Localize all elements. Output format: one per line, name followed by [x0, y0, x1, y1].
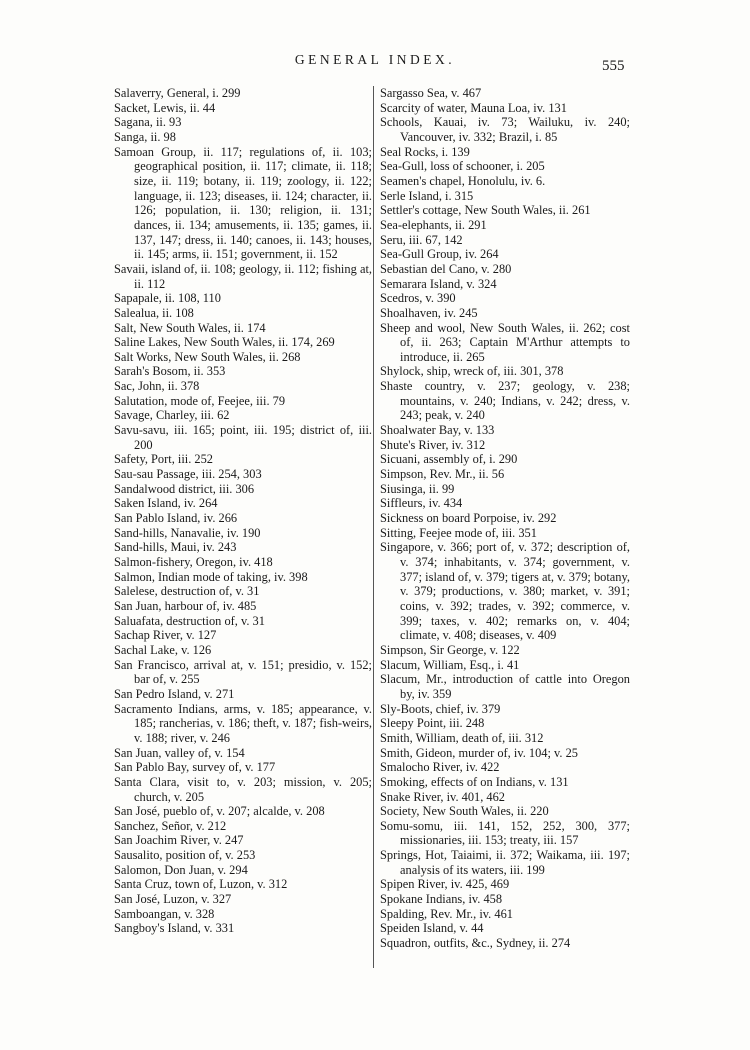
index-entry: Sangboy's Island, v. 331: [114, 921, 235, 936]
index-entry: Sitting, Feejee mode of, iii. 351: [380, 525, 537, 540]
index-entry: Salaverry, General, i. 299: [114, 86, 241, 100]
index-entry: Shute's River, iv. 312: [380, 437, 486, 452]
index-entry: Seal Rocks, i. 139: [380, 144, 470, 159]
index-entry: Salomon, Don Juan, v. 294: [114, 862, 248, 877]
index-entry: Salt Works, New South Wales, ii. 268: [114, 349, 301, 364]
index-entry: San Juan, harbour of, iv. 485: [114, 598, 257, 613]
index-entry: Salmon-fishery, Oregon, iv. 418: [114, 555, 273, 569]
index-entry: Slacum, William, Esq., i. 41: [380, 657, 520, 672]
index-entry: Salutation, mode of, Feejee, iii. 79: [114, 393, 286, 408]
index-entry: Sacket, Lewis, ii. 44: [114, 100, 216, 115]
index-entry: Sebastian del Cano, v. 280: [380, 261, 512, 276]
index-entry: Somu-somu, iii. 141, 152, 252, 300, 377; missionaries, iii. 153; treaty, iii. 157: [380, 818, 630, 848]
index-entry: Sau-sau Passage, iii. 254, 303: [114, 467, 262, 482]
index-entry: Sanchez, Señor, v. 212: [114, 818, 227, 833]
index-entry: Slacum, Mr., introduction of cattle into Oregon by, iv. 359: [380, 672, 630, 701]
index-entry: Sea-Gull Group, iv. 264: [380, 247, 499, 262]
index-entry: San Juan, valley of, v. 154: [114, 745, 245, 760]
column-divider: [373, 86, 374, 968]
index-entry: Saken Island, iv. 264: [114, 496, 218, 511]
index-entry: Siusinga, ii. 99: [380, 481, 455, 496]
index-entry: Sandalwood district, iii. 306: [114, 481, 255, 496]
index-entry: Sachap River, v. 127: [114, 628, 217, 643]
index-entry: Simpson, Rev. Mr., ii. 56: [380, 467, 505, 482]
index-entry: Samboangan, v. 328: [114, 906, 215, 921]
index-entry: Santa Clara, visit to, v. 203; mission, v. 205; church, v. 205: [114, 774, 372, 804]
index-entry: San Francisco, arrival at, v. 151; presidio, v. 152; bar of, v. 255: [114, 657, 372, 687]
index-entry: San Pedro Island, v. 271: [114, 686, 235, 701]
index-entry: Seamen's chapel, Honolulu, iv. 6.: [380, 173, 546, 188]
index-entry: Speiden Island, v. 44: [380, 921, 484, 936]
index-entry: Serle Island, i. 315: [380, 188, 474, 203]
index-entry: Shaste country, v. 237; geology, v. 238; mountains, v. 240; Indians, v. 242; dress, v. 243; peak, v. 240: [380, 379, 630, 423]
index-entry: Sausalito, position of, v. 253: [114, 848, 256, 863]
index-entry: Santa Cruz, town of, Luzon, v. 312: [114, 877, 288, 892]
index-entry: Schools, Kauai, iv. 73; Wailuku, iv. 240; Vancouver, iv. 332; Brazil, i. 85: [380, 115, 630, 144]
index-entry: Siffleurs, iv. 434: [380, 496, 463, 511]
index-entry: Smoking, effects of on Indians, v. 131: [380, 774, 569, 789]
index-entry: Salealua, ii. 108: [114, 305, 194, 320]
index-entry: Salt, New South Wales, ii. 174: [114, 320, 266, 335]
index-entry: Smith, William, death of, iii. 312: [380, 730, 544, 745]
index-entry: Singapore, v. 366; port of, v. 372; description of, v. 374; inhabitants, v. 374; government, v. 377; island of, v. 379; tigers at, v. 379; botany, v. 379; productions, v. 380; market, v. 391; coins, v. 392; trades, v. 392; commerce, v. 399; taxes, v. 402; remarks on, v. 404; climate, v. 408; diseases, v. 409: [380, 540, 630, 643]
index-entry: Sand-hills, Maui, iv. 243: [114, 540, 237, 555]
index-entry: San Joachim River, v. 247: [114, 833, 244, 848]
index-entry: Sac, John, ii. 378: [114, 379, 200, 394]
index-entry: Savaii, island of, ii. 108; geology, ii. 112; fishing at, ii. 112: [114, 261, 372, 291]
index-entry: Salelese, destruction of, v. 31: [114, 584, 260, 599]
index-entry: Scarcity of water, Mauna Loa, iv. 131: [380, 100, 567, 115]
index-entry: Sacramento Indians, arms, v. 185; appearance, v. 185; rancherias, v. 186; theft, v. 187; fish-weirs, v. 188; river, v. 246: [114, 701, 372, 745]
index-entry: San Pablo Island, iv. 266: [114, 511, 238, 526]
index-entry: Salmon, Indian mode of taking, iv. 398: [114, 569, 308, 584]
index-entry: Saluafata, destruction of, v. 31: [114, 613, 265, 628]
index-entry: Sea-elephants, ii. 291: [380, 217, 487, 232]
index-entry: San Pablo Bay, survey of, v. 177: [114, 760, 276, 775]
index-entry: Sleepy Point, iii. 248: [380, 716, 485, 731]
index-entry: Sand-hills, Nanavalie, iv. 190: [114, 525, 261, 540]
index-entry: Safety, Port, iii. 252: [114, 452, 214, 467]
index-entry: San José, pueblo of, v. 207; alcalde, v. 208: [114, 804, 325, 819]
index-entry: Smith, Gideon, murder of, iv. 104; v. 25: [380, 745, 579, 760]
index-entry: Shoalhaven, iv. 245: [380, 305, 478, 320]
index-entry: Spipen River, iv. 425, 469: [380, 877, 510, 892]
index-entry: Sachal Lake, v. 126: [114, 642, 212, 657]
index-entry: Sickness on board Porpoise, iv. 292: [380, 511, 557, 526]
index-entry: Sagana, ii. 93: [114, 115, 182, 130]
index-entry: Shoalwater Bay, v. 133: [380, 423, 495, 438]
index-entry: Sargasso Sea, v. 467: [380, 86, 482, 100]
index-entry: Sanga, ii. 98: [114, 129, 176, 144]
index-column-right: [380, 86, 630, 951]
index-entry: Samoan Group, ii. 117; regulations of, ii. 103; geographical position, ii. 117; climate, ii. 118; size, ii. 119; botany, ii. 119; zoology, ii. 122; language, ii. 123; diseases, ii. 124; character, ii. 126; population, ii. 130; religion, ii. 131; dances, ii. 134; amusements, ii. 135; games, ii. 137, 147; dress, ii. 140; canoes, ii. 143; houses, ii. 145; arms, ii. 151; government, ii. 152: [114, 144, 372, 262]
index-entry: Spalding, Rev. Mr., iv. 461: [380, 906, 513, 921]
index-entry: Settler's cottage, New South Wales, ii. 261: [380, 203, 591, 218]
index-entry: Society, New South Wales, ii. 220: [380, 804, 549, 819]
index-entry: Shylock, ship, wreck of, iii. 301, 378: [380, 364, 564, 379]
index-entry: Sea-Gull, loss of schooner, i. 205: [380, 159, 545, 174]
index-entry: Smalocho River, iv. 422: [380, 760, 500, 775]
index-entry: Spokane Indians, iv. 458: [380, 892, 503, 907]
index-entry: Springs, Hot, Taiaimi, ii. 372; Waikama, iii. 197; analysis of its waters, iii. 199: [380, 848, 630, 877]
index-entry: Scedros, v. 390: [380, 291, 456, 306]
index-entry: San José, Luzon, v. 327: [114, 892, 232, 907]
index-column-left: [114, 86, 372, 936]
index-entry: Savu-savu, iii. 165; point, iii. 195; district of, iii. 200: [114, 423, 372, 452]
index-entry: Sapapale, ii. 108, 110: [114, 291, 221, 306]
index-entry: Squadron, outfits, &c., Sydney, ii. 274: [380, 936, 571, 951]
page-number: 555: [602, 58, 625, 74]
index-entry: Semarara Island, v. 324: [380, 276, 497, 291]
index-entry: Sarah's Bosom, ii. 353: [114, 364, 226, 379]
running-header-title: GENERAL INDEX.: [294, 52, 456, 67]
index-entry: Savage, Charley, iii. 62: [114, 408, 230, 423]
index-entry: Snake River, iv. 401, 462: [380, 789, 506, 804]
index-entry: Seru, iii. 67, 142: [380, 232, 463, 247]
index-entry: Simpson, Sir George, v. 122: [380, 642, 520, 657]
index-entry: Sly-Boots, chief, iv. 379: [380, 701, 501, 716]
index-entry: Saline Lakes, New South Wales, ii. 174, 269: [114, 335, 335, 350]
index-entry: Sheep and wool, New South Wales, ii. 262; cost of, ii. 263; Captain M'Arthur attempts to introduce, ii. 265: [380, 320, 630, 364]
index-entry: Sicuani, assembly of, i. 290: [380, 452, 518, 467]
